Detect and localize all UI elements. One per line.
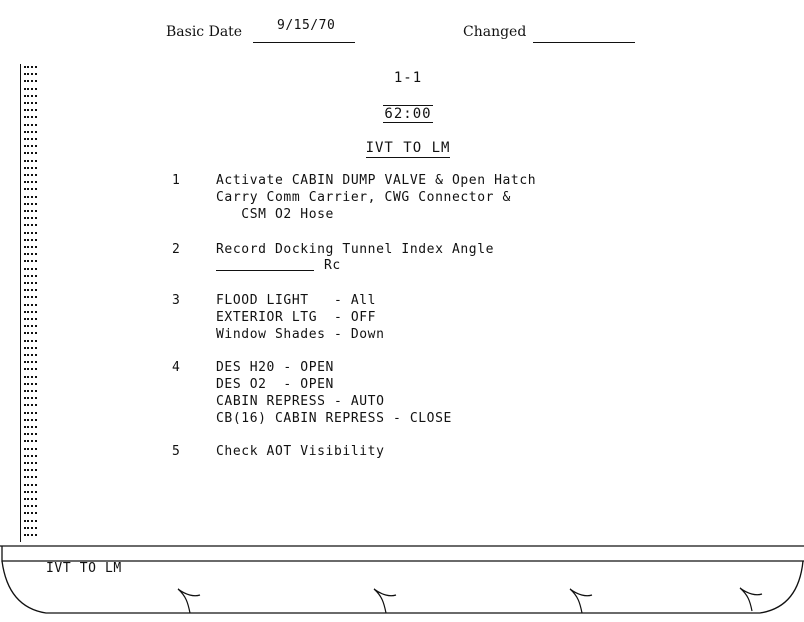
step-number: 1 bbox=[172, 173, 181, 188]
step-text-line: CABIN REPRESS - AUTO bbox=[216, 394, 385, 409]
step-text-line: DES H20 - OPEN bbox=[216, 360, 334, 375]
step-number: 4 bbox=[172, 360, 181, 375]
fill-in-label: Rc bbox=[324, 258, 341, 273]
spiral-coil bbox=[24, 88, 37, 93]
step-number: 3 bbox=[172, 293, 181, 308]
step-text bbox=[216, 443, 804, 460]
page-number: 1-1 bbox=[393, 70, 423, 86]
procedure-steps bbox=[0, 172, 804, 474]
step-text-line: CB(16) CABIN REPRESS - CLOSE bbox=[216, 411, 452, 426]
procedure-step bbox=[0, 359, 804, 427]
basic-date-label: Basic Date bbox=[166, 24, 243, 40]
cover-outline-svg bbox=[0, 543, 804, 622]
section-title-text: IVT TO LM bbox=[365, 140, 451, 156]
step-text-line: Window Shades - Down bbox=[216, 327, 385, 342]
spiral-coil bbox=[24, 131, 37, 136]
basic-date-value: 9/15/70 bbox=[277, 18, 336, 33]
basic-date-rule bbox=[253, 42, 355, 43]
changed-rule bbox=[533, 42, 635, 43]
fill-in-rule bbox=[216, 270, 314, 271]
time-code-text: 62:00 bbox=[384, 106, 432, 122]
step-text-line: Check AOT Visibility bbox=[216, 444, 385, 459]
book-cover-illustration bbox=[0, 543, 804, 622]
procedure-step bbox=[0, 292, 804, 343]
spiral-coil bbox=[24, 498, 37, 503]
step-text bbox=[216, 292, 804, 343]
spiral-coil bbox=[24, 476, 37, 481]
step-text-line: DES O2 - OPEN bbox=[216, 377, 334, 392]
spiral-coil bbox=[24, 95, 37, 100]
page-header bbox=[0, 18, 804, 50]
spiral-coil bbox=[24, 520, 37, 525]
step-text-line: FLOOD LIGHT - All bbox=[216, 293, 377, 308]
spiral-coil bbox=[24, 534, 37, 539]
spiral-coil bbox=[24, 124, 37, 129]
step-text-line: Record Docking Tunnel Index Angle bbox=[216, 242, 495, 257]
cover-tab-label: IVT TO LM bbox=[46, 561, 122, 576]
time-code bbox=[0, 106, 804, 122]
spiral-coil bbox=[24, 527, 37, 532]
changed-label: Changed bbox=[463, 24, 527, 40]
step-text-line: Carry Comm Carrier, CWG Connector & bbox=[216, 190, 511, 205]
step-text-line: EXTERIOR LTG - OFF bbox=[216, 310, 377, 325]
fill-in-field[interactable] bbox=[216, 258, 804, 280]
step-number: 5 bbox=[172, 444, 181, 459]
step-text bbox=[216, 359, 804, 427]
spiral-coil bbox=[24, 491, 37, 496]
procedure-step bbox=[0, 241, 804, 280]
step-text-line: CSM O2 Hose bbox=[216, 207, 334, 222]
spiral-coil bbox=[24, 160, 37, 165]
step-text bbox=[216, 172, 804, 223]
step-text bbox=[216, 241, 804, 258]
spiral-coil bbox=[24, 505, 37, 510]
procedure-step bbox=[0, 172, 804, 223]
step-text-line: Activate CABIN DUMP VALVE & Open Hatch bbox=[216, 173, 537, 188]
section-title bbox=[0, 140, 804, 156]
procedure-step bbox=[0, 443, 804, 460]
spiral-coil bbox=[24, 512, 37, 517]
step-number: 2 bbox=[172, 242, 181, 257]
spiral-coil bbox=[24, 484, 37, 489]
